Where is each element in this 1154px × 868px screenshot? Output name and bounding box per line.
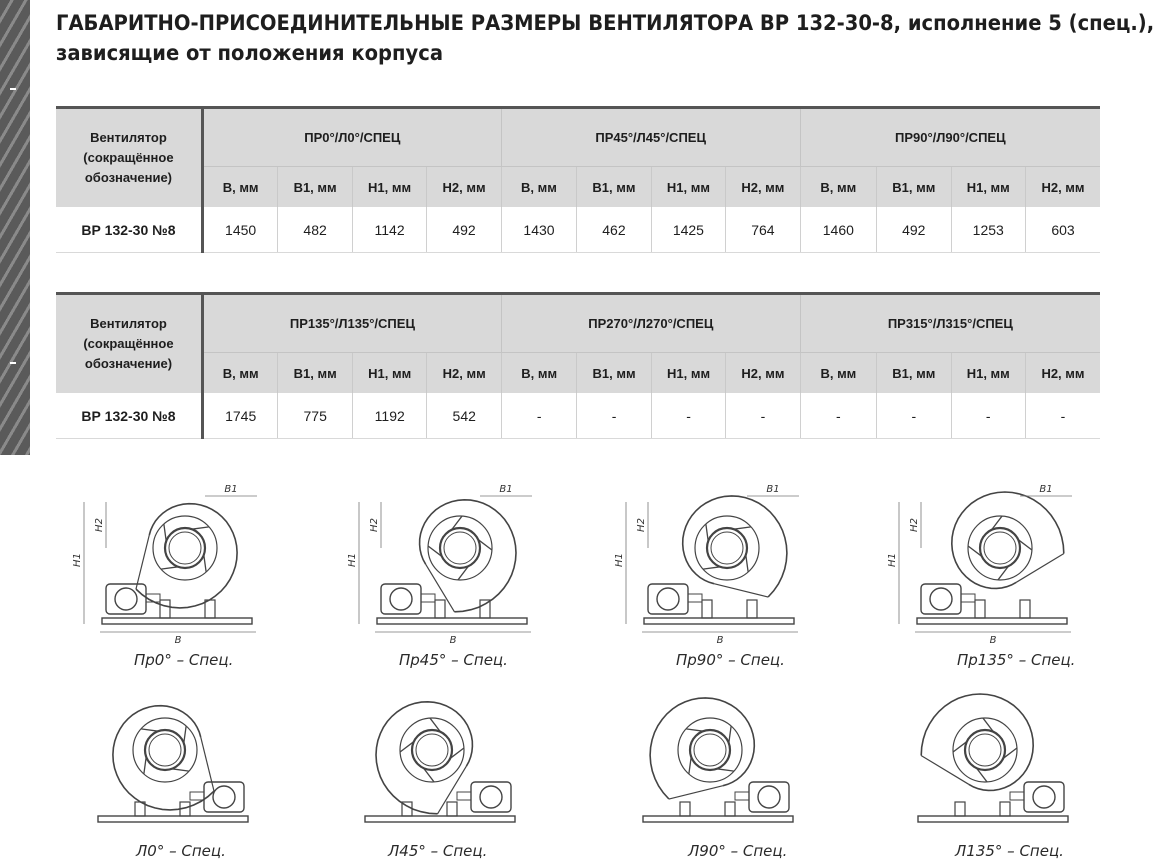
group-header: ПР0°/Л0°/СПЕЦ — [202, 108, 501, 167]
dimension-b-label: B — [174, 635, 182, 646]
fan-header-line: обозначение) — [84, 356, 173, 371]
fan-drawing-pr0 — [70, 478, 260, 653]
inlet-inner-ring — [984, 532, 1016, 564]
drawing-caption: Л0° – Спец. — [136, 842, 226, 860]
fan-drawing-pr135 — [885, 478, 1080, 653]
inlet-ring — [165, 528, 205, 568]
fan-column-header — [56, 108, 202, 208]
fan-header-line: (сокращённое — [83, 336, 174, 351]
subcolumn-header: Н1, мм — [651, 167, 726, 208]
base-frame — [644, 618, 794, 624]
subcolumn-header: Н1, мм — [651, 353, 725, 394]
impeller-blade — [172, 769, 189, 771]
fan-body — [98, 706, 248, 822]
inlet-inner-ring — [969, 734, 1001, 766]
subcolumn-header: В1, мм — [877, 167, 951, 208]
stripe-tick — [10, 88, 16, 90]
value-cell: - — [726, 393, 800, 439]
stripe-tick — [10, 362, 16, 364]
impeller-blade — [164, 524, 166, 541]
fan-header-line: Вентилятор — [90, 316, 167, 331]
motor-shaft — [457, 792, 471, 800]
support-leg — [702, 600, 712, 618]
motor-end-cap — [115, 588, 137, 610]
dimension-h2-label: H2 — [94, 518, 105, 532]
value-cell: 492 — [427, 207, 501, 253]
fan-column-header — [56, 294, 202, 394]
fan-name-cell: ВР 132-30 №8 — [56, 393, 202, 439]
subcolumn-header: В, мм — [800, 167, 876, 208]
base-frame — [365, 816, 515, 822]
motor-end-cap — [390, 588, 412, 610]
base-frame — [918, 816, 1068, 822]
drawing-caption: Пр45° – Спец. — [399, 651, 508, 669]
impeller-blade — [717, 769, 734, 771]
impeller-outer-ring — [153, 516, 217, 580]
fan-drawing-svg — [70, 478, 260, 648]
dimension-b1-label: B1 — [224, 484, 238, 495]
value-cell: - — [877, 393, 951, 439]
fan-drawing-l135 — [895, 690, 1080, 843]
base-frame — [102, 618, 252, 624]
support-leg — [1000, 802, 1010, 816]
impeller-outer-ring — [400, 718, 464, 782]
motor-end-cap — [758, 786, 780, 808]
fan-drawing-pr90 — [612, 478, 802, 653]
subcolumn-header: Н2, мм — [726, 353, 800, 394]
subcolumn-header: В1, мм — [278, 353, 352, 394]
housing-spiral — [136, 504, 237, 608]
drawing-caption: Пр0° – Спец. — [134, 651, 234, 669]
outlet-flange — [136, 535, 149, 589]
subcolumn-header: В, мм — [501, 167, 577, 208]
value-cell: 1460 — [800, 207, 876, 253]
fan-drawing-svg — [630, 690, 805, 838]
impeller-blade — [204, 555, 206, 572]
motor-end-cap — [1033, 786, 1055, 808]
fan-drawing-svg — [85, 690, 260, 838]
subcolumn-header: Н1, мм — [951, 353, 1025, 394]
fan-drawing-svg — [345, 472, 535, 648]
dimension-h2-label: H2 — [636, 518, 647, 532]
base-frame — [98, 816, 248, 822]
subcolumn-header: Н2, мм — [726, 167, 800, 208]
fan-body — [102, 504, 252, 624]
drawing-caption: Л90° – Спец. — [688, 842, 788, 860]
support-leg — [1020, 600, 1030, 618]
fan-drawing-svg — [885, 478, 1080, 648]
group-header: ПР315°/Л315°/СПЕЦ — [800, 294, 1100, 353]
motor-end-cap — [930, 588, 952, 610]
subcolumn-header: Н1, мм — [352, 353, 427, 394]
fan-body — [643, 698, 793, 822]
inlet-ring — [690, 730, 730, 770]
outlet-flange — [921, 756, 969, 785]
inlet-inner-ring — [444, 532, 476, 564]
dimensions-table-2 — [56, 292, 1100, 439]
inlet-ring — [707, 528, 747, 568]
inlet-ring — [965, 730, 1005, 770]
value-cell: - — [1025, 393, 1100, 439]
dimension-b1-label: B1 — [766, 484, 780, 495]
base-frame — [377, 618, 527, 624]
value-cell: - — [501, 393, 576, 439]
inlet-inner-ring — [711, 532, 743, 564]
decorative-side-stripe — [0, 0, 30, 455]
inlet-inner-ring — [169, 532, 201, 564]
subcolumn-header: Н2, мм — [427, 167, 501, 208]
impeller-outer-ring — [953, 718, 1017, 782]
page-title — [56, 8, 1154, 68]
fan-drawing-pr45 — [345, 472, 535, 653]
group-header: ПР45°/Л45°/СПЕЦ — [501, 108, 800, 167]
dimension-h2-label: H2 — [369, 518, 380, 532]
support-leg — [447, 802, 457, 816]
impeller-blade — [144, 757, 146, 774]
outlet-flange — [669, 786, 723, 799]
support-leg — [160, 600, 170, 618]
dimension-b1-label: B1 — [1039, 484, 1053, 495]
group-header: ПР270°/Л270°/СПЕЦ — [501, 294, 800, 353]
base-frame — [643, 816, 793, 822]
value-cell: 1253 — [951, 207, 1026, 253]
impeller-blade — [689, 757, 691, 774]
impeller-outer-ring — [678, 718, 742, 782]
fan-drawing-svg — [895, 690, 1080, 838]
dimension-h2-label: H2 — [909, 518, 920, 532]
dimensions-table-1 — [56, 106, 1100, 253]
fan-body — [377, 500, 527, 624]
impeller-blade — [141, 729, 158, 731]
housing-spiral — [113, 706, 214, 810]
fan-body — [644, 496, 794, 624]
subcolumn-header: В1, мм — [278, 167, 352, 208]
subcolumn-header: В, мм — [800, 353, 876, 394]
impeller-blade — [192, 527, 209, 529]
value-cell: 764 — [726, 207, 800, 253]
support-leg — [725, 802, 735, 816]
dimension-h1-label: H1 — [614, 553, 625, 567]
fan-drawing-l45 — [352, 676, 527, 843]
value-cell: 1192 — [352, 393, 427, 439]
outlet-flange — [438, 766, 467, 814]
dimension-h1-label: H1 — [72, 553, 83, 567]
housing-spiral — [683, 496, 787, 597]
value-cell: 1142 — [352, 207, 427, 253]
value-cell: 775 — [278, 393, 352, 439]
table-row — [56, 207, 1100, 253]
outlet-flange — [714, 584, 768, 597]
drawing-caption: Л45° – Спец. — [388, 842, 488, 860]
subcolumn-header: В1, мм — [877, 353, 951, 394]
group-header: ПР90°/Л90°/СПЕЦ — [800, 108, 1100, 167]
value-cell: - — [651, 393, 725, 439]
fan-body — [365, 702, 515, 822]
drawing-caption: Л135° – Спец. — [955, 842, 1064, 860]
subcolumn-header: Н2, мм — [427, 353, 501, 394]
dimension-b1-label: B1 — [499, 484, 513, 495]
subcolumn-header: Н1, мм — [951, 167, 1026, 208]
support-leg — [955, 802, 965, 816]
value-cell: 1745 — [202, 393, 278, 439]
title-line-2: зависящие от положения корпуса — [56, 41, 444, 65]
outlet-flange — [1016, 554, 1064, 583]
value-cell: - — [951, 393, 1025, 439]
impeller-blade — [686, 729, 703, 731]
motor-shaft — [961, 594, 975, 602]
impeller-blade — [184, 726, 186, 743]
subcolumn-header: В, мм — [202, 167, 278, 208]
support-leg — [680, 802, 690, 816]
dimension-b-label: B — [716, 635, 724, 646]
fan-body — [917, 492, 1067, 624]
impeller-outer-ring — [695, 516, 759, 580]
fan-drawing-svg — [612, 478, 802, 648]
motor-end-cap — [657, 588, 679, 610]
value-cell: 482 — [278, 207, 352, 253]
dimension-h1-label: H1 — [347, 553, 358, 567]
outlet-flange — [201, 737, 214, 791]
motor-shaft — [735, 792, 749, 800]
subcolumn-header: Н2, мм — [1025, 353, 1100, 394]
impeller-blade — [746, 555, 748, 572]
subcolumn-header: Н1, мм — [352, 167, 427, 208]
support-leg — [435, 600, 445, 618]
inlet-inner-ring — [416, 734, 448, 766]
value-cell: - — [800, 393, 876, 439]
support-leg — [747, 600, 757, 618]
value-cell: 462 — [577, 207, 651, 253]
value-cell: 492 — [877, 207, 951, 253]
motor-shaft — [1010, 792, 1024, 800]
motor-end-cap — [213, 786, 235, 808]
fan-header-line: Вентилятор — [90, 130, 167, 145]
housing-spiral — [650, 698, 754, 799]
inlet-inner-ring — [694, 734, 726, 766]
inlet-ring — [980, 528, 1020, 568]
fan-header-line: обозначение) — [84, 170, 172, 185]
inlet-ring — [440, 528, 480, 568]
support-leg — [205, 600, 215, 618]
impeller-outer-ring — [968, 516, 1032, 580]
value-cell: - — [577, 393, 651, 439]
outlet-flange — [426, 564, 455, 612]
fan-drawing-l90 — [630, 690, 805, 843]
impeller-blade — [706, 524, 708, 541]
subcolumn-header: В1, мм — [577, 353, 651, 394]
table-row — [56, 393, 1100, 439]
value-cell: 603 — [1026, 207, 1100, 253]
dimension-b-label: B — [449, 635, 457, 646]
value-cell: 1430 — [501, 207, 577, 253]
base-frame — [917, 618, 1067, 624]
value-cell: 1425 — [651, 207, 726, 253]
value-cell: 1450 — [202, 207, 278, 253]
fan-drawing-svg — [352, 676, 527, 838]
fan-header-line: (сокращённое — [83, 150, 174, 165]
impeller-blade — [703, 567, 720, 569]
drawing-caption: Пр135° – Спец. — [957, 651, 1076, 669]
value-cell: 542 — [427, 393, 501, 439]
subcolumn-header: В, мм — [501, 353, 576, 394]
title-line-1: ГАБАРИТНО-ПРИСОЕДИНИТЕЛЬНЫЕ РАЗМЕРЫ ВЕНТИЛЯТОРА ВР 132-30-8, исполнение 5 (спец.), — [56, 11, 1154, 35]
inlet-ring — [412, 730, 452, 770]
impeller-blade — [729, 726, 731, 743]
fan-name-cell: ВР 132-30 №8 — [56, 207, 202, 253]
dimension-b-label: B — [989, 635, 997, 646]
impeller-outer-ring — [428, 516, 492, 580]
motor-shaft — [190, 792, 204, 800]
motor-end-cap — [480, 786, 502, 808]
motor-shaft — [688, 594, 702, 602]
support-leg — [975, 600, 985, 618]
dimension-h1-label: H1 — [887, 553, 898, 567]
fan-body — [918, 694, 1068, 822]
subcolumn-header: В1, мм — [577, 167, 651, 208]
impeller-blade — [734, 527, 751, 529]
inlet-inner-ring — [149, 734, 181, 766]
drawing-caption: Пр90° – Спец. — [676, 651, 785, 669]
inlet-ring — [145, 730, 185, 770]
impeller-blade — [161, 567, 178, 569]
impeller-outer-ring — [133, 718, 197, 782]
subcolumn-header: В, мм — [202, 353, 278, 394]
motor-shaft — [421, 594, 435, 602]
fan-drawing-l0 — [85, 690, 260, 843]
group-header: ПР135°/Л135°/СПЕЦ — [202, 294, 501, 353]
subcolumn-header: Н2, мм — [1026, 167, 1100, 208]
